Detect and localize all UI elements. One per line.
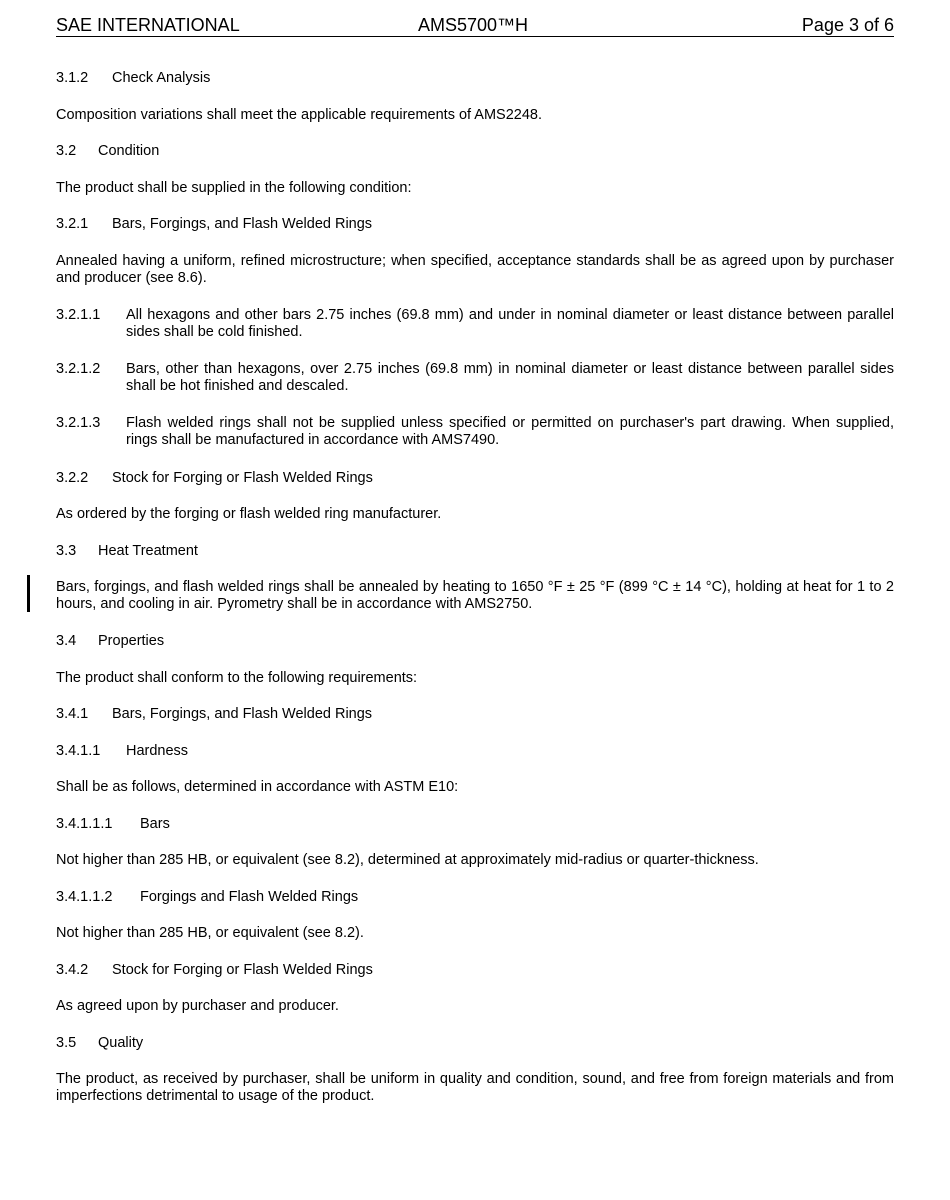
section-number: 3.2.1.1 [56,307,101,323]
section-title: Properties [98,633,165,649]
section-heading-3-2 [56,143,894,160]
subsection-3-2-1-2 [56,361,894,395]
paragraph-3-3: Bars, forgings, and flash welded rings shall be annealed by heating to 1650 °F ± 25 °F (899 °C ± 14 °C), holding at heat for 1 to 2 hours, and cooling in air. Pyrometry shall be in accordance with AMS2750. [56,579,894,612]
subsection-3-2-1-1 [56,307,894,341]
section-title: Quality [98,1035,144,1051]
section-number: 3.4.1.1.1 [56,816,113,832]
paragraph-3-4-1-1: Shall be as follows, determined in accordance with ASTM E10: [56,779,459,795]
section-title: Forgings and Flash Welded Rings [140,889,359,905]
subsection-text: All hexagons and other bars 2.75 inches (69.8 mm) and under in nominal diameter or least distance between parallel sides shall be cold finished. [126,307,894,340]
header-organization: SAE INTERNATIONAL [56,15,240,35]
page-header [56,14,894,37]
section-number: 3.4.1.1 [56,743,101,759]
section-number: 3.4.1 [56,706,89,722]
section-heading-3-1-2 [56,70,894,87]
section-heading-3-4-1-1 [56,743,894,760]
section-heading-3-4-1-1-2 [56,889,894,906]
section-heading-3-2-1 [56,216,894,233]
paragraph-3-4-2: As agreed upon by purchaser and producer. [56,998,339,1014]
section-heading-3-4 [56,633,894,650]
section-heading-3-4-2 [56,962,894,979]
section-number: 3.2.2 [56,470,89,486]
paragraph-3-2: The product shall be supplied in the following condition: [56,180,412,196]
section-title: Check Analysis [112,70,211,86]
paragraph-3-4-1-1-1: Not higher than 285 HB, or equivalent (see 8.2), determined at approximately mid-radius or quarter-thickness. [56,852,759,868]
section-number: 3.5 [56,1035,77,1051]
section-title: Heat Treatment [98,543,198,559]
section-title: Hardness [126,743,189,759]
section-title: Stock for Forging or Flash Welded Rings [112,470,373,486]
section-heading-3-4-1-1-1 [56,816,894,833]
paragraph-3-5: The product, as received by purchaser, shall be uniform in quality and condition, sound, and free from foreign materials and from imperfections detrimental to usage of the product. [56,1071,894,1104]
section-heading-3-4-1 [56,706,894,723]
subsection-3-2-1-3 [56,415,894,449]
section-heading-3-3 [56,543,894,560]
paragraph-3-1-2: Composition variations shall meet the applicable requirements of AMS2248. [56,107,543,123]
section-heading-3-5 [56,1035,894,1052]
section-number: 3.2.1.3 [56,415,101,431]
section-title: Condition [98,143,160,159]
subsection-text: Flash welded rings shall not be supplied unless specified or permitted on purchaser's part drawing. When supplied, rings shall be manufactured in accordance with AMS7490. [126,415,894,448]
section-number: 3.2.1 [56,216,89,232]
revision-change-bar [27,575,30,612]
paragraph-3-4: The product shall conform to the following requirements: [56,670,418,686]
subsection-text: Bars, other than hexagons, over 2.75 inches (69.8 mm) in nominal diameter or least distance between parallel sides shall be hot finished and descaled. [126,361,894,394]
section-title: Bars, Forgings, and Flash Welded Rings [112,216,373,232]
header-document-id: AMS5700™H [418,15,529,35]
paragraph-3-2-2: As ordered by the forging or flash welded ring manufacturer. [56,506,442,522]
section-number: 3.2 [56,143,77,159]
section-number: 3.1.2 [56,70,89,86]
section-number: 3.3 [56,543,77,559]
section-number: 3.2.1.2 [56,361,101,377]
paragraph-3-2-1: Annealed having a uniform, refined microstructure; when specified, acceptance standards shall be as agreed upon by purchaser and producer (see 8.6). [56,253,894,286]
section-title: Stock for Forging or Flash Welded Rings [112,962,373,978]
section-title: Bars, Forgings, and Flash Welded Rings [112,706,373,722]
section-number: 3.4.2 [56,962,89,978]
header-page-number: Page 3 of 6 [801,15,894,35]
section-number: 3.4.1.1.2 [56,889,113,905]
section-heading-3-2-2 [56,470,894,487]
paragraph-3-4-1-1-2: Not higher than 285 HB, or equivalent (see 8.2). [56,925,364,941]
section-title: Bars [140,816,170,832]
section-number: 3.4 [56,633,77,649]
